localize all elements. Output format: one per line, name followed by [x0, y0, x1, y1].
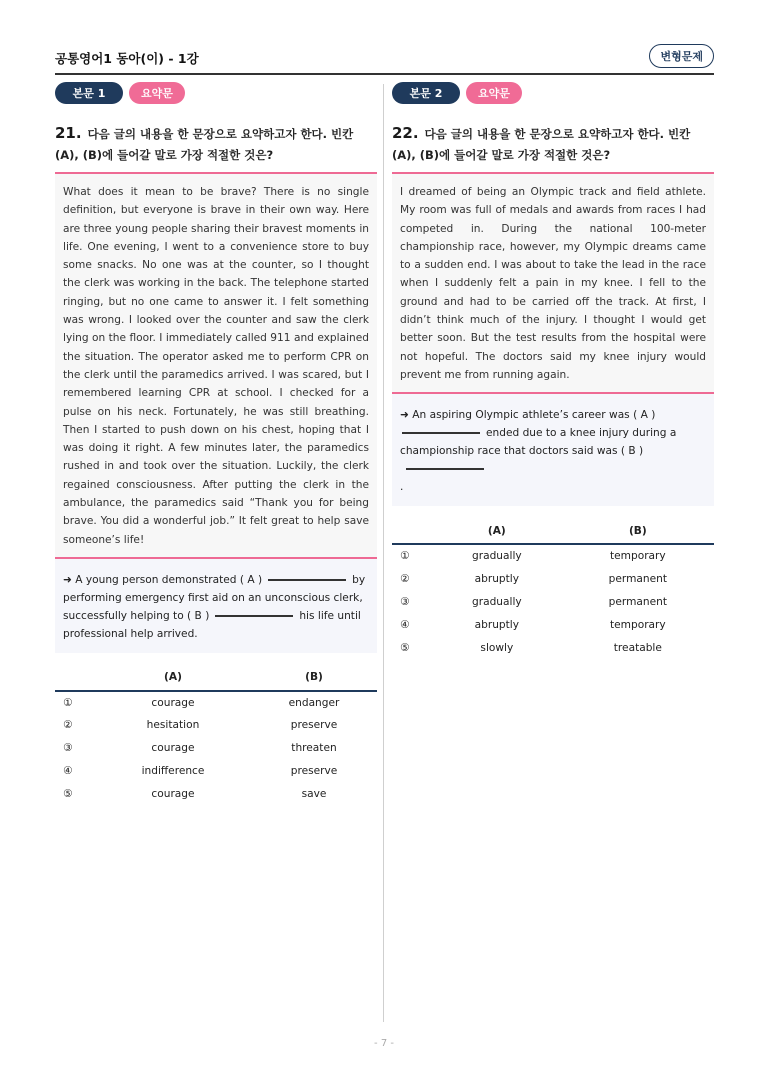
question-21-column — [55, 82, 377, 806]
section-badge: 변형문제 — [649, 44, 714, 68]
header-rule — [55, 73, 714, 75]
option-b: treatable — [613, 641, 662, 654]
option-a: slowly — [480, 641, 514, 654]
question-22-prompt — [392, 123, 714, 166]
summary-part: ➜ An aspiring Olympic athlete’s career was ( A ) — [400, 409, 656, 422]
option-number: ⑤ — [400, 641, 410, 654]
option-row[interactable] — [55, 783, 377, 806]
option-b: temporary — [610, 618, 666, 631]
option-number: ② — [63, 719, 73, 732]
option-number: ③ — [400, 595, 410, 608]
options-header-row — [55, 665, 377, 691]
summary-part: his life until professional help arrived. — [63, 609, 361, 640]
options-header-num — [392, 518, 432, 544]
option-b: endanger — [288, 696, 340, 709]
option-b: permanent — [608, 572, 667, 585]
page-header — [55, 43, 714, 73]
summary-tag: 요약문 — [129, 82, 185, 104]
summary-part: ended due to a knee injury during a championship race that doctors said was ( B ) — [400, 427, 677, 458]
answer-options — [55, 665, 377, 806]
answer-options — [392, 518, 714, 659]
option-number: ① — [400, 550, 410, 563]
option-a: hesitation — [146, 719, 200, 732]
option-row[interactable] — [392, 636, 714, 659]
question-21-prompt — [55, 123, 377, 166]
page-number: - 7 - — [374, 1038, 394, 1049]
blank-b — [406, 468, 484, 470]
passage-text: I dreamed of being an Olympic track and field athlete. My room was full of medals and awards from races I had competed in. During the national 100-meter championship race, however, my Olympic dreams came to a sudden end. I was about to take the lead in the race when I suddenly felt a pain in my knee. I fell to the ground and had to be carried off the track. At first, I didn’t think much of the injury. I thought I would get better soon. But the test results from the hospital were not hopeful. The doctors said my knee injury would prevent me from running again. — [392, 174, 714, 392]
option-number: ④ — [63, 765, 73, 778]
passage-tag: 본문 1 — [55, 82, 123, 104]
option-row[interactable] — [55, 760, 377, 783]
option-row[interactable] — [392, 567, 714, 590]
option-a: indifference — [141, 765, 205, 778]
options-header-row — [392, 518, 714, 544]
option-b: threaten — [291, 742, 337, 755]
options-header-a: (A) — [432, 518, 562, 544]
option-a: abruptly — [474, 572, 520, 585]
option-number: ③ — [63, 742, 73, 755]
summary-sentence — [392, 394, 714, 506]
option-number: ⑤ — [63, 788, 73, 801]
summary-tag: 요약문 — [466, 82, 522, 104]
summary-sentence — [55, 559, 377, 653]
option-a: gradually — [472, 595, 522, 608]
options-header-a: (A) — [95, 665, 251, 691]
summary-part: ➜ A young person demonstrated ( A ) — [63, 573, 263, 586]
option-row[interactable] — [392, 613, 714, 636]
option-b: preserve — [290, 719, 338, 732]
options-header-b: (B) — [251, 665, 377, 691]
option-number: ② — [400, 572, 410, 585]
option-a: gradually — [472, 550, 522, 563]
option-a: courage — [151, 742, 195, 755]
column-divider — [383, 84, 384, 1022]
page-title: 공통영어1 동아(이) - 1강 — [55, 51, 199, 66]
options-header-b: (B) — [562, 518, 714, 544]
option-b: preserve — [290, 765, 338, 778]
option-number: ④ — [400, 618, 410, 631]
question-text: 다음 글의 내용을 한 문장으로 요약하고자 한다. 빈칸 (A), (B)에 들어갈 말로 가장 적절한 것은? — [392, 127, 691, 162]
summary-part: . — [400, 481, 404, 494]
option-row[interactable] — [55, 737, 377, 760]
option-a: courage — [151, 788, 195, 801]
passage-tag: 본문 2 — [392, 82, 460, 104]
summary-part: by performing emergency first aid on an unconscious clerk, successfully helping to ( B ) — [63, 573, 366, 622]
question-text: 다음 글의 내용을 한 문장으로 요약하고자 한다. 빈칸 (A), (B)에 들어갈 말로 가장 적절한 것은? — [55, 127, 354, 162]
option-row[interactable] — [55, 714, 377, 737]
question-22-tags — [392, 82, 714, 104]
option-row[interactable] — [392, 544, 714, 567]
option-number: ① — [63, 696, 73, 709]
question-number: 21. — [55, 124, 82, 142]
question-21-tags — [55, 82, 377, 104]
option-row[interactable] — [55, 691, 377, 714]
option-b: permanent — [608, 595, 667, 608]
options-header-num — [55, 665, 95, 691]
blank-b — [215, 615, 293, 617]
option-b: save — [301, 788, 327, 801]
blank-a — [268, 579, 346, 581]
option-b: temporary — [610, 550, 666, 563]
option-row[interactable] — [392, 590, 714, 613]
passage-text: What does it mean to be brave? There is no single definition, but everyone is brave in their own way. Here are three young people sharing their bravest moments in life. One evening, I went to a convenience store to buy some snacks. No one was at the counter, so I thought the clerk was working in the back. The telephone started ringing, but no one came to answer it. I felt something was wrong. I looked over the counter and saw the clerk lying on the floor. I immediately called 911 and explained the situation. The operator asked me to perform CPR on the clerk until the paramedics arrived. I was scared, but I remembered learning CPR at school. I checked for a pulse on his neck. Fortunately, he was still breathing. Then I started to push down on his chest, hoping that I was doing it right. A few minutes later, the paramedics rushed in and took over the situation. Luckily, the clerk regained consciousness. After putting the clerk in the ambulance, the paramedics said “Thank you for being brave. You did a wonderful job.” It felt great to help save someone’s life! — [55, 174, 377, 557]
question-number: 22. — [392, 124, 419, 142]
option-a: abruptly — [474, 618, 520, 631]
blank-a — [402, 432, 480, 434]
question-22-column — [392, 82, 714, 659]
option-a: courage — [151, 696, 195, 709]
